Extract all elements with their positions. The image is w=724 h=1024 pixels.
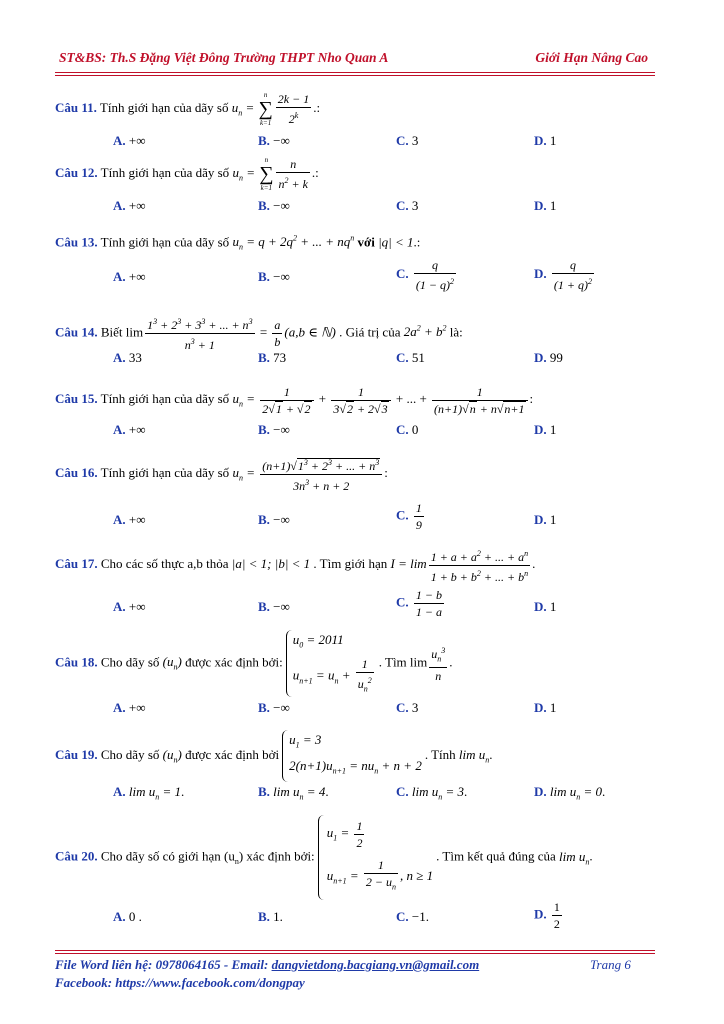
option-b[interactable]: B. 1. (258, 909, 283, 924)
option-c[interactable]: C. 0 (396, 422, 419, 437)
question-extra: được xác định bởi: (185, 654, 283, 670)
option-d[interactable]: D. 1 (534, 700, 557, 715)
question-extra: được xác định bởi (185, 747, 280, 762)
option-c[interactable]: C. 3 (396, 700, 419, 715)
question-20: Câu 20. Cho dãy số có giới hạn $(u_n)$ xác định bởi: $u_1$ = $\frac{1}{2}$ $u_{n+1}$ = $\frac{1}{2 - u_n}$ , n ≥ 1 . Tìm kết quả đúng của $\lim u_n$. A. 0 . B. 1. C. −1. D. $\frac{1}{2}$ (55, 815, 665, 939)
options (55, 500, 665, 542)
option-d[interactable]: D. $\lim u_n = 0$. (534, 784, 606, 802)
option-d[interactable]: D. 1 (534, 599, 557, 614)
option-a[interactable]: A. +∞ (113, 422, 146, 437)
option-b[interactable]: B. 73 (258, 350, 287, 365)
question-text: Cho các số thực a,b thỏa (100, 556, 229, 571)
question-label: Câu 11. (55, 100, 97, 115)
option-c[interactable]: C. 51 (396, 350, 425, 365)
header-left: ST&BS: Th.S Đặng Việt Đông Trường THPT Nho Quan A (59, 50, 389, 65)
question-label: Câu 19. (55, 747, 98, 762)
footer-rule-2 (55, 953, 655, 954)
option-b[interactable]: B. −∞ (258, 422, 290, 437)
options (55, 700, 665, 724)
option-d[interactable]: D. 99 (534, 350, 563, 365)
option-b[interactable]: B. $\lim u_n = 4$. (258, 784, 329, 802)
options (55, 198, 665, 222)
question-text: Tính giới hạn của dãy số (100, 391, 230, 406)
question-text: Cho dãy số có giới hạn (u (100, 848, 235, 864)
option-b[interactable]: B. −∞ (258, 133, 290, 148)
question-18: Câu 18. Cho dãy số $(u_n)$ được xác định bởi: $u_0 = 2011$ $u_{n+1} = u_n$ + $\frac{1}{u_n^2}$ . Tìm lim $\frac{u_n^3}{n}$ . A. +∞ B. −∞ C. 3 D. 1 (55, 630, 665, 724)
header-right: Giới Hạn Nâng Cao (535, 50, 648, 65)
question-label: Câu 13. (55, 234, 98, 250)
option-c[interactable]: C. $\frac{q}{(1 - q)^2}$ (396, 258, 454, 292)
options (55, 257, 665, 301)
option-b[interactable]: B. −∞ (258, 700, 290, 715)
question-tail: là: (449, 324, 463, 340)
options (55, 422, 665, 446)
options (55, 587, 665, 629)
question-12: Câu 12. Tính giới hạn của dãy số $u_n$ = n ∑ k=1 $\frac{n}{n^2 + k}$ .: A. +∞ B. −∞ C. 3 D. 1 (55, 155, 665, 222)
footer-facebook[interactable]: Facebook: https://www.facebook.com/dongpay (55, 975, 305, 990)
question-text: Tính giới hạn của dãy số (100, 234, 230, 250)
option-d[interactable]: D. $\frac{1}{2}$ (534, 900, 560, 931)
option-d[interactable]: D. 1 (534, 198, 557, 213)
footer-contact: File Word liên hệ: 0978064165 - Email: dangvietdong.bacgiang.vn@gmail.com (55, 957, 480, 972)
question-extra: . Tìm giới hạn (313, 556, 388, 571)
question-text: Tính giới hạn của dãy số (100, 165, 230, 180)
options (55, 350, 665, 374)
question-label: Câu 14. (55, 324, 98, 340)
option-c[interactable]: C. 3 (396, 198, 419, 213)
question-text: Tính giới hạn của dãy số (100, 465, 230, 480)
option-a[interactable]: A. 33 (113, 350, 142, 365)
question-tail: . Tìm kết quả đúng của (436, 848, 556, 864)
question-text: Tính giới hạn của dãy số (99, 100, 229, 115)
options (55, 133, 665, 157)
question-label: Câu 15. (55, 391, 98, 406)
header-rule (55, 72, 655, 73)
option-b[interactable]: B. −∞ (258, 269, 290, 284)
header-rule-2 (55, 75, 655, 76)
option-a[interactable]: A. +∞ (113, 133, 146, 148)
option-c[interactable]: C. −1. (396, 909, 429, 924)
question-label: Câu 12. (55, 165, 98, 180)
option-d[interactable]: D. 1 (534, 512, 557, 527)
question-text: Biết (100, 324, 123, 340)
question-text: Cho dãy số (100, 747, 160, 762)
question-label: Câu 18. (55, 654, 98, 670)
option-c[interactable]: C. 3 (396, 133, 419, 148)
question-tail: . Tính (424, 747, 456, 762)
option-d[interactable]: D. 1 (534, 422, 557, 437)
question-extra: . Giá trị của (339, 324, 401, 340)
question-tail: . Tìm (378, 654, 407, 670)
question-extra: ) xác định bởi: (238, 848, 315, 864)
question-label: Câu 16. (55, 465, 98, 480)
option-b[interactable]: B. −∞ (258, 512, 290, 527)
question-14: Câu 14. Biết lim $\frac{1^3 + 2^3 + 3^3 + ... + n^3}{n^3 + 1}$ = $\frac{a}{b}$ (a,b ∈ ℕ) . Giá trị của $2a^2 + b^2$ là: A. 33 B. 73 C. 51 D. 99 (55, 308, 665, 374)
options (55, 784, 665, 808)
question-label: Câu 20. (55, 848, 98, 864)
option-c[interactable]: C. $\frac{1}{9}$ (396, 501, 422, 532)
question-11: Câu 11. Tính giới hạn của dãy số $u_n$ = n ∑ k=1 $\frac{2k - 1}{2^k}$ .: A. +∞ B. −∞ C. 3 D. 1 (55, 90, 665, 157)
option-a[interactable]: A. 0 . (113, 909, 142, 924)
question-17: Câu 17. Cho các số thực a,b thỏa |a| < 1; |b| < 1 . Tìm giới hạn I = lim $\frac{1 + a + a^2 + ... + a^n}{1 + b + b^2 + ... + b^n}$ . A. +∞ B. −∞ C. $\frac{1 - b}{1 - a}$ D. 1 (55, 545, 665, 629)
question-15: Câu 15. Tính giới hạn của dãy số $u_n$ = $\frac{1}{2√1 + √2}$ + $\frac{1}{3√2 + 2√3}$ + ... + $\frac{1}{(n+1)√n + n√n+1}$ : A. +∞ B. −∞ C. 0 D. 1 (55, 380, 665, 446)
option-a[interactable]: A. +∞ (113, 269, 146, 284)
footer-rule (55, 950, 655, 951)
option-b[interactable]: B. −∞ (258, 599, 290, 614)
question-13: Câu 13. Tính giới hạn của dãy số $u_n = q + 2q^2$ + ... + $nq^n$ với |q| < 1.: A. +∞ B. −∞ C. $\frac{q}{(1 - q)^2}$ D. $\frac{q}{(1 + q)^2}$ (55, 229, 665, 301)
option-a[interactable]: A. +∞ (113, 198, 146, 213)
option-d[interactable]: D. 1 (534, 133, 557, 148)
question-extra: với (357, 234, 375, 250)
option-a[interactable]: A. +∞ (113, 599, 146, 614)
option-a[interactable]: A. +∞ (113, 700, 146, 715)
question-text: Cho dãy số (100, 654, 160, 670)
option-d[interactable]: D. $\frac{q}{(1 + q)^2}$ (534, 258, 592, 292)
question-label: Câu 17. (55, 556, 98, 571)
option-a[interactable]: A. $\lim u_n = 1$. (113, 784, 185, 802)
question-19: Câu 19. Cho dãy số $(u_n)$ được xác định bởi $u_1 = 3$ $2(n+1)u_{n+1} = nu_n + n + 2$ . Tính $\lim u_n$. A. $\lim u_n = 1$. B. $\lim u_n = 4$. C. $\lim u_n = 3$. D. $\lim u_n = 0$. (55, 730, 665, 808)
options (55, 899, 665, 939)
page-header (55, 50, 650, 72)
option-c[interactable]: C. $\frac{1 - b}{1 - a}$ (396, 588, 442, 619)
option-c[interactable]: C. $\lim u_n = 3$. (396, 784, 468, 802)
option-b[interactable]: B. −∞ (258, 198, 290, 213)
option-a[interactable]: A. +∞ (113, 512, 146, 527)
page-number: Trang 6 (590, 957, 631, 972)
question-16: Câu 16. Tính giới hạn của dãy số $u_n$ = $\frac{(n+1)√1^3 + 2^3 + ... + n^3}{3n^3 + n + 2}$ : A. +∞ B. −∞ C. $\frac{1}{9}$ D. 1 (55, 454, 665, 542)
footer-email-link[interactable]: dangvietdong.bacgiang.vn@gmail.com (271, 957, 480, 972)
